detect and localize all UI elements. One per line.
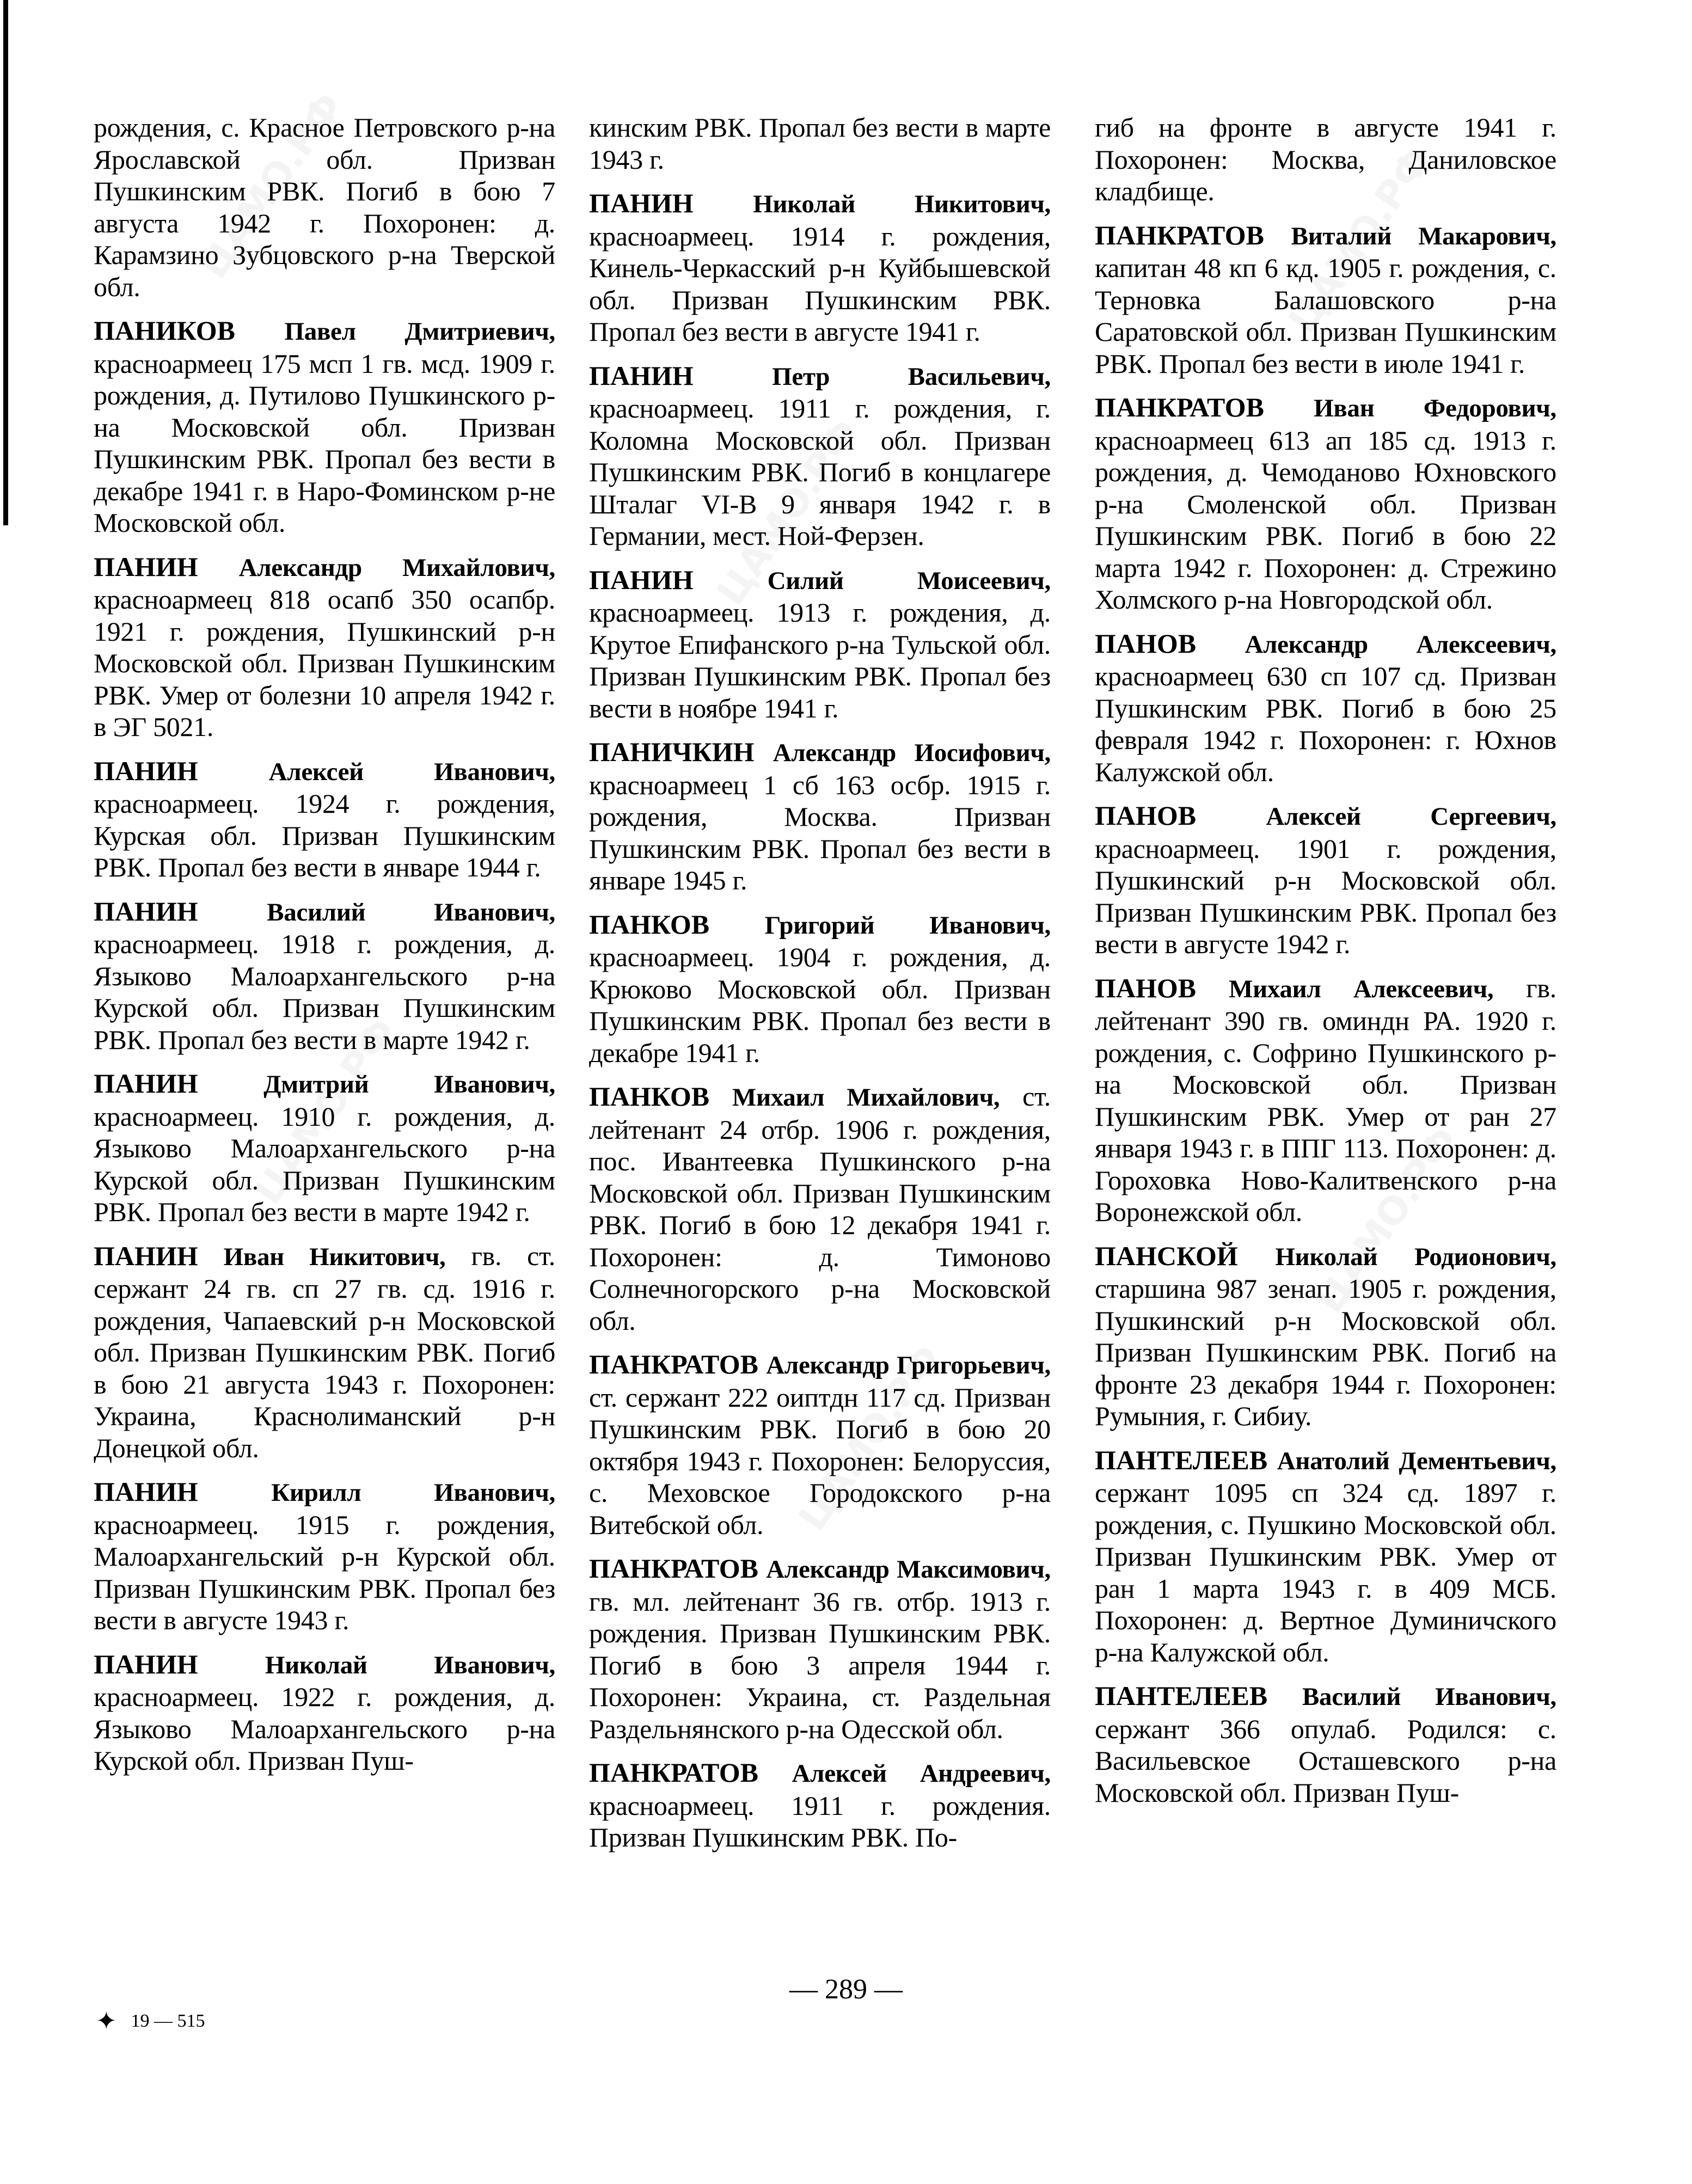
surname: ПАНИН bbox=[94, 1240, 198, 1271]
surname: ПАНКРАТОВ bbox=[589, 1553, 758, 1584]
given-name: Анатолий Дементьевич, bbox=[1277, 1446, 1556, 1475]
entry bbox=[589, 564, 1051, 725]
given-name: Николай Никитович, bbox=[753, 190, 1051, 218]
given-name: Григорий Иванович, bbox=[764, 911, 1051, 940]
given-name: Алексей Андреевич, bbox=[792, 1759, 1051, 1788]
surname: ПАНСКОЙ bbox=[1095, 1240, 1238, 1271]
given-name: Силий Моисеевич, bbox=[767, 566, 1051, 595]
given-name: Петр Васильевич, bbox=[772, 362, 1051, 391]
entry-text: гв. мл. лейтенант 36 гв. отбр. 1913 г. рождения. Призван Пушкинским РВК. Погиб в бою 3 апреля 1944 г. Похоронен: Украина, ст. Раздельная Раздельнянского р-на Одесской обл. bbox=[589, 1586, 1051, 1744]
surname: ПАНИН bbox=[589, 564, 694, 595]
surname: ПАНКРАТОВ bbox=[589, 1757, 758, 1788]
given-name: Александр Алексеевич, bbox=[1245, 630, 1557, 659]
entry-text: сержант 366 опулаб. Родился: с. Васильевское Осташевского р-на Московской обл. Призван Пуш- bbox=[1095, 1713, 1556, 1808]
entry-text: красноармеец. 1901 г. рождения, Пушкинский р-н Московской обл. Призван Пушкинским РВК. Пропал без вести в августе 1942 г. bbox=[1095, 833, 1556, 959]
entry-text: старшина 987 зенап. 1905 г. рождения, Пушкинский р-н Московской обл. Призван Пушкинским РВК. Погиб на фронте 23 декабря 1944 г. Похоронен: Румыния, г. Сибиу. bbox=[1095, 1273, 1556, 1431]
surname: ПАНИН bbox=[94, 1476, 198, 1507]
entry bbox=[1095, 1444, 1556, 1668]
given-name: Алексей Сергеевич, bbox=[1266, 802, 1556, 831]
surname: ПАНИН bbox=[589, 188, 694, 218]
given-name: Иван Никитович, bbox=[223, 1242, 446, 1271]
entry bbox=[94, 1476, 555, 1636]
signature-mark: 19 — 515 bbox=[131, 2011, 205, 2031]
surname: ПАНКРАТОВ bbox=[1095, 392, 1264, 422]
entry bbox=[1095, 1240, 1556, 1432]
given-name: Александр Михайлович, bbox=[238, 553, 556, 582]
entry bbox=[589, 1348, 1051, 1541]
entry-text: гв. ст. сержант 24 гв. сп 27 гв. сд. 1916 г. рождения, Чапаевский р-н Московской обл. Призван Пушкинским РВК. Погиб в бою 21 августа 1943 г. Похоронен: Украина, Краснолиманский р-н Донецкой обл. bbox=[94, 1240, 555, 1463]
entry-text: красноармеец. 1922 г. рождения, д. Языково Малоархангельского р-на Курской обл. Призван Пуш- bbox=[94, 1682, 555, 1776]
surname: ПАНКРАТОВ bbox=[1095, 219, 1264, 250]
surname: ПАНОВ bbox=[1095, 972, 1197, 1003]
given-name: Василий Иванович, bbox=[267, 898, 555, 927]
entry-text: красноармеец 630 сп 107 сд. Призван Пушкинским РВК. Погиб в бою 25 февраля 1942 г. Похоронен: г. Юхнов Калужской обл. bbox=[1095, 661, 1556, 787]
given-name: Кирилл Иванович, bbox=[271, 1479, 555, 1507]
column-2 bbox=[589, 112, 1051, 1866]
surname: ПАНИН bbox=[589, 360, 694, 391]
entry bbox=[589, 1081, 1051, 1336]
surname: ПАНИН bbox=[94, 551, 198, 582]
entry-text: красноармеец. 1910 г. рождения, д. Языково Малоархангельского р-на Курской обл. Призван Пушкинским РВК. Пропал без вести в марте 1942 г. bbox=[94, 1101, 555, 1227]
column-3 bbox=[1095, 112, 1556, 1820]
entry-text: красноармеец. 1915 г. рождения, Малоархангельский р-н Курской обл. Призван Пушкинским РВК. Пропал без вести в августе 1943 г. bbox=[94, 1509, 555, 1635]
entry-text: ст. лейтенант 24 отбр. 1906 г. рождения, пос. Ивантеевка Пушкинского р-на Московской обл. Призван Пушкинским РВК. Погиб в бою 12 декабря 1941 г. Похоронен: д. Тимоново Солнечногорского р-на Московской обл. bbox=[589, 1081, 1051, 1336]
entry bbox=[1095, 800, 1556, 960]
entry bbox=[94, 755, 555, 884]
column-1 bbox=[94, 112, 555, 1789]
entry bbox=[589, 1757, 1051, 1854]
entry bbox=[94, 1240, 555, 1464]
given-name: Николай Иванович, bbox=[265, 1651, 555, 1679]
page-edge-rule bbox=[3, 0, 8, 525]
given-name: Василий Иванович, bbox=[1302, 1683, 1556, 1711]
surname: ПАНТЕЛЕЕВ bbox=[1095, 1444, 1268, 1475]
surname: ПАНИН bbox=[94, 1068, 198, 1099]
entry bbox=[589, 1553, 1051, 1745]
entry-continuation: рождения, с. Красное Петровского р-на Ярославской обл. Призван Пушкинским РВК. Погиб в бою 7 августа 1942 г. Похоронен: д. Карамзино Зубцовского р-на Тверской обл. bbox=[94, 112, 555, 302]
entry-text: красноармеец 613 ап 185 сд. 1913 г. рождения, д. Чемоданово Юхновского р-на Смоленской обл. Призван Пушкинским РВК. Погиб в бою 22 марта 1942 г. Похоронен: д. Стрежино Холмского р-на Новгородской обл. bbox=[1095, 425, 1556, 615]
surname: ПАНКОВ bbox=[589, 909, 710, 940]
given-name: Павел Дмитриевич, bbox=[284, 317, 555, 346]
entry-text: сержант 1095 сп 324 сд. 1897 г. рождения, с. Пушкино Московской обл. Призван Пушкинским РВК. Умер от ран 1 марта 1943 г. в 409 МСБ. Похоронен: д. Вертное Думиничского р-на Калужской обл. bbox=[1095, 1477, 1556, 1667]
entry bbox=[1095, 1680, 1556, 1808]
entry-text: капитан 48 кп 6 кд. 1905 г. рождения, с. Терновка Балашовского р-на Саратовской обл. Призван Пушкинским РВК. Пропал без вести в июле 1941 г. bbox=[1095, 253, 1556, 379]
given-name: Алексей Иванович, bbox=[268, 757, 555, 786]
given-name: Александр Григорьевич, bbox=[766, 1351, 1051, 1379]
given-name: Александр Иосифович, bbox=[773, 739, 1051, 767]
given-name: Михаил Алексеевич, bbox=[1229, 974, 1494, 1003]
entry-continuation: кинским РВК. Пропал без вести в марте 1943 г. bbox=[589, 112, 1051, 175]
entry bbox=[94, 551, 555, 743]
entry bbox=[94, 1648, 555, 1777]
entry-text: красноармеец 1 сб 163 осбр. 1915 г. рождения, Москва. Призван Пушкинским РВК. Пропал без вести в январе 1945 г. bbox=[589, 769, 1051, 895]
entry-text: красноармеец. 1913 г. рождения, д. Крутое Епифанского р-на Тульской обл. Призван Пушкинским РВК. Пропал без вести в ноябре 1941 г. bbox=[589, 597, 1051, 723]
entry-text: красноармеец. 1914 г. рождения, Кинель-Черкасский р-н Куйбышевской обл. Призван Пушкинским РВК. Пропал без вести в августе 1941 г. bbox=[589, 220, 1051, 347]
entry bbox=[1095, 628, 1556, 788]
surname: ПАНОВ bbox=[1095, 628, 1197, 659]
entry bbox=[589, 736, 1051, 897]
entry-text: красноармеец. 1911 г. рождения. Призван Пушкинским РВК. По- bbox=[589, 1790, 1051, 1852]
page-number: — 289 — bbox=[789, 1974, 903, 2005]
entry bbox=[589, 187, 1051, 348]
surname: ПАНИН bbox=[94, 895, 198, 927]
entry bbox=[94, 315, 555, 539]
surname: ПАНКРАТОВ bbox=[589, 1349, 758, 1379]
entry bbox=[1095, 972, 1556, 1228]
entry-text: красноармеец 818 осапб 350 осапбр. 1921 г. рождения, Пушкинский р-н Московской обл. Призван Пушкинским РВК. Умер от болезни 10 апреля 1942 г. в ЭГ 5021. bbox=[94, 584, 555, 742]
given-name: Николай Родионович, bbox=[1275, 1242, 1556, 1271]
surname: ПАНТЕЛЕЕВ bbox=[1095, 1680, 1268, 1711]
given-name: Дмитрий Иванович, bbox=[263, 1070, 555, 1099]
surname: ПАНИКОВ bbox=[94, 315, 236, 346]
entry-text: красноармеец. 1924 г. рождения, Курская обл. Призван Пушкинским РВК. Пропал без вести в январе 1944 г. bbox=[94, 788, 555, 882]
given-name: Александр Максимович, bbox=[766, 1555, 1051, 1584]
surname: ПАНИН bbox=[94, 755, 198, 786]
given-name: Иван Федорович, bbox=[1314, 394, 1557, 422]
surname: ПАНКОВ bbox=[589, 1081, 710, 1112]
four-point-star-icon: ✦ bbox=[96, 2007, 117, 2035]
entry-text: ст. сержант 222 оиптдн 117 сд. Призван Пушкинским РВК. Погиб в бою 20 октября 1943 г. Похоронен: Белоруссия, с. Меховское Городокского р-на Витебской обл. bbox=[589, 1382, 1051, 1540]
entry bbox=[589, 909, 1051, 1069]
surname: ПАНИН bbox=[94, 1648, 198, 1679]
entry-text: красноармеец. 1904 г. рождения, д. Крюково Московской обл. Призван Пушкинским РВК. Пропал без вести в декабре 1941 г. bbox=[589, 942, 1051, 1068]
entry-text: красноармеец. 1911 г. рождения, г. Коломна Московской обл. Призван Пушкинским РВК. Погиб в концлагере Шталаг VI-B 9 января 1942 г. в Германии, мест. Ной-Ферзен. bbox=[589, 393, 1051, 551]
entry-text: красноармеец. 1918 г. рождения, д. Языково Малоархангельского р-на Курской обл. Призван Пушкинским РВК. Пропал без вести в марте 1942 г. bbox=[94, 929, 555, 1055]
surname: ПАНИЧКИН bbox=[589, 737, 755, 767]
printer-signature bbox=[96, 2009, 205, 2034]
entry bbox=[1095, 391, 1556, 616]
given-name: Михаил Михайлович, bbox=[732, 1083, 1000, 1112]
entry bbox=[94, 1068, 555, 1228]
entry-text: красноармеец 175 мсп 1 гв. мсд. 1909 г. рождения, д. Путилово Пушкинского р-на Московской обл. Призван Пушкинским РВК. Пропал без вести в декабре 1941 г. в Наро-Фоминском р-не Московской обл. bbox=[94, 348, 555, 538]
entry bbox=[94, 895, 555, 1056]
entry-continuation: гиб на фронте в августе 1941 г. Похоронен: Москва, Даниловское кладбище. bbox=[1095, 112, 1556, 206]
surname: ПАНОВ bbox=[1095, 800, 1197, 831]
entry bbox=[1095, 219, 1556, 380]
entry bbox=[589, 360, 1051, 552]
given-name: Виталий Макарович, bbox=[1291, 222, 1556, 250]
entry-text: гв. лейтенант 390 гв. оминдн РА. 1920 г. рождения, с. Софрино Пушкинского р-на Московской обл. Призван Пушкинским РВК. Умер от ран 27 января 1943 г. в ППГ 113. Похоронен: д. Гороховка Ново-Калитвенского р-на Воронежской обл. bbox=[1095, 972, 1556, 1227]
